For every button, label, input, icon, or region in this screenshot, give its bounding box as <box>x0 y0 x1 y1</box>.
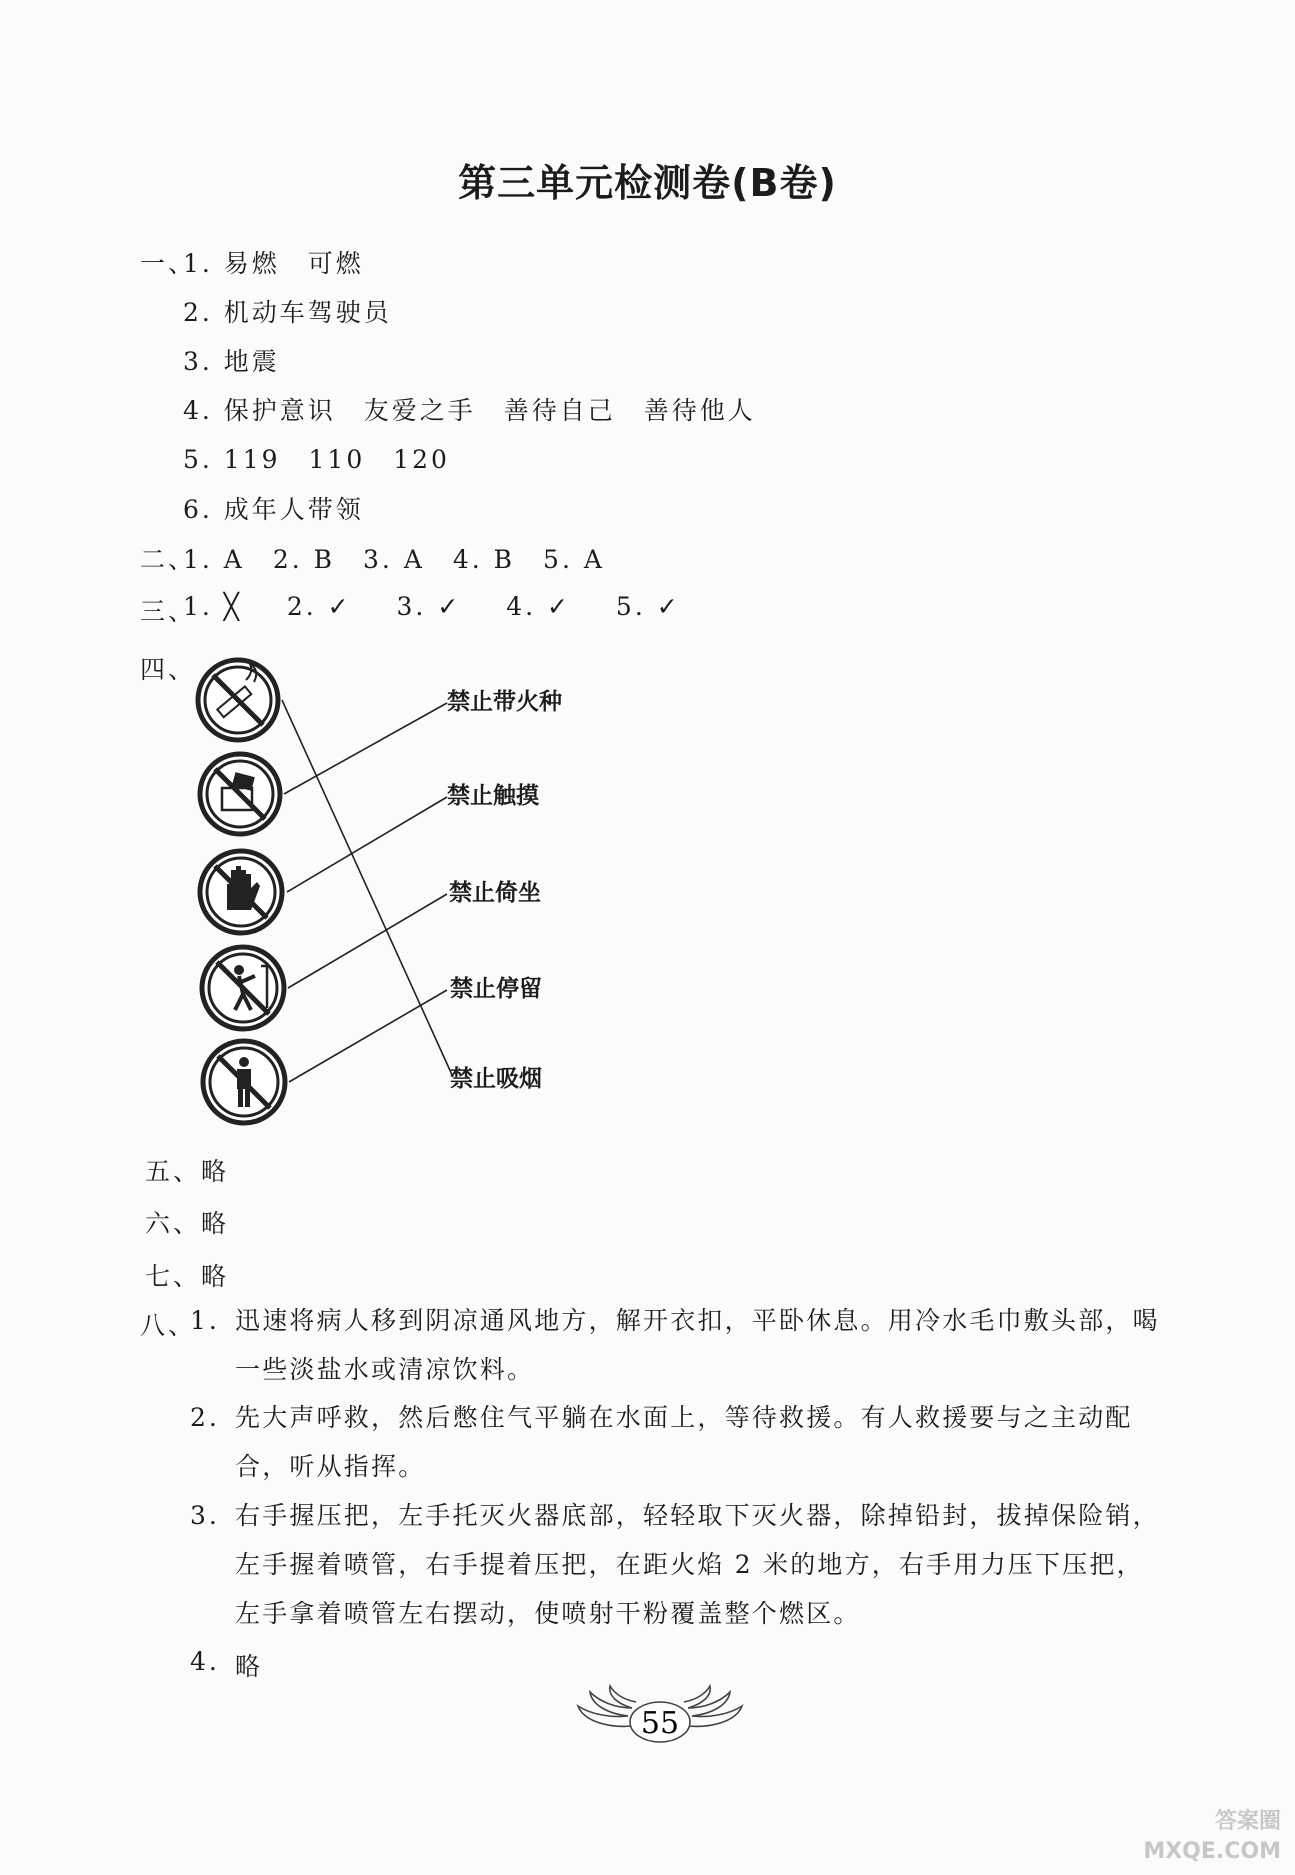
section-6-label: 六、 <box>145 1209 202 1238</box>
section-8-label: 八、 <box>140 1311 197 1340</box>
section-1-item-2: 2. 机动车驾驶员 <box>183 298 392 327</box>
sign-label-2: 禁止触摸 <box>447 783 539 809</box>
match-line-5 <box>289 990 447 1082</box>
sign-label-1: 禁止带火种 <box>447 689 562 715</box>
section-4-label: 四、 <box>140 655 197 684</box>
sign-label-4: 禁止停留 <box>450 976 542 1002</box>
section-8-item-2: 先大声呼救，然后憋住气平躺在水面上，等待救援。有人救援要与之主动配合，听从指挥。 <box>235 1403 1133 1481</box>
no-cigarette-icon <box>198 660 278 740</box>
match-line-2 <box>284 703 447 794</box>
no-standing-icon <box>203 1041 285 1123</box>
section-8-item-1: 迅速将病人移到阴凉通风地方，解开衣扣，平卧休息。用冷水毛巾敷头部，喝一些淡盐水或清凉饮料。 <box>235 1306 1160 1384</box>
watermark-line-1: 答案圈 <box>1214 1809 1281 1834</box>
watermark <box>1143 1807 1281 1867</box>
section-5-text: 略 <box>201 1157 230 1186</box>
no-matches-icon <box>200 754 280 834</box>
matching-lines <box>282 700 453 1082</box>
sign-label-3: 禁止倚坐 <box>449 880 541 906</box>
section-1-item-1: 1. 易燃 可燃 <box>183 249 364 278</box>
match-line-1 <box>282 700 453 1077</box>
section-3-mark-2: 2. ✓ <box>286 592 352 621</box>
section-6-text: 略 <box>201 1209 230 1238</box>
section-7-label: 七、 <box>145 1262 202 1291</box>
section-1-item-5: 5. 119 110 120 <box>183 445 450 474</box>
section-8-item-3: 右手握压把，左手托灭火器底部，轻轻取下灭火器，除掉铅封，拔掉保险销，左手握着喷管，右手提着压把，在距火焰 2 米的地方，右手用力压下压把，左手拿着喷管左右摆动，使喷射干粉覆盖整个燃区。 <box>235 1501 1160 1628</box>
section-5-label: 五、 <box>145 1157 202 1186</box>
section-1-item-6: 6. 成年人带领 <box>183 495 364 524</box>
section-8-num-4: 4. <box>190 1647 220 1676</box>
match-line-3 <box>287 797 447 892</box>
page-title: 第三单元检测卷(B卷) <box>458 161 837 205</box>
page-number: 55 <box>640 1706 680 1741</box>
section-2-answers: 1. A 2. B 3. A 4. B 5. A <box>183 545 605 574</box>
page-number-badge <box>570 1678 750 1750</box>
section-7 <box>145 1257 229 1293</box>
section-3-mark-4: 4. ✓ <box>506 592 571 621</box>
section-3-mark-5: 5. ✓ <box>615 592 681 621</box>
section-6 <box>145 1204 229 1240</box>
section-5 <box>145 1152 229 1188</box>
section-7-text: 略 <box>201 1262 230 1291</box>
match-line-4 <box>288 894 447 988</box>
no-hand-icon <box>200 851 282 933</box>
section-3-mark-1: 1. ╳ <box>183 592 242 621</box>
section-2-label: 二、 <box>140 545 197 574</box>
section-1-item-4: 4. 保护意识 友爱之手 善待自己 善待他人 <box>183 396 756 425</box>
section-3-mark-3: 3. ✓ <box>396 592 462 621</box>
right-wing-icon <box>684 1686 742 1726</box>
sign-label-5: 禁止吸烟 <box>450 1066 542 1092</box>
left-wing-icon <box>578 1686 636 1726</box>
watermark-line-2: MXQE.COM <box>1143 1839 1281 1864</box>
section-8-num-1: 1. <box>190 1306 220 1335</box>
section-1-label: 一、 <box>140 249 197 278</box>
section-8-num-3: 3. <box>190 1501 220 1530</box>
no-leaning-icon <box>202 947 284 1029</box>
section-8-item-4: 略 <box>235 1652 264 1681</box>
section-8-num-2: 2. <box>190 1403 220 1432</box>
section-3-label: 三、 <box>140 597 197 626</box>
section-1-item-3: 3. 地震 <box>183 347 280 376</box>
sign-labels <box>447 688 562 1092</box>
